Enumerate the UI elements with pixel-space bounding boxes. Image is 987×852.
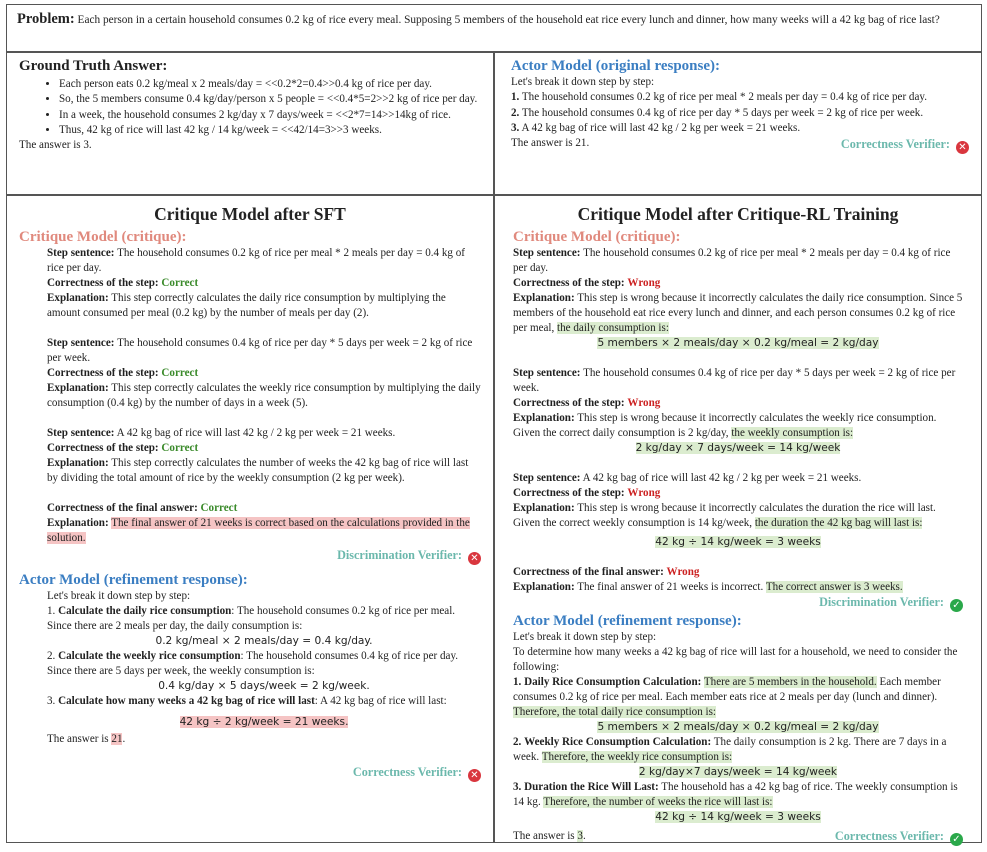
step-explanation xyxy=(47,456,481,486)
step-sentence xyxy=(47,426,481,441)
refinement-math-text: 42 kg ÷ 2 kg/week = 21 weeks. xyxy=(179,716,349,728)
step-heading: Weekly Rice Consumption Calculation: xyxy=(524,736,712,748)
problem-box xyxy=(6,4,982,52)
sft-panel xyxy=(6,195,494,843)
step-number: 3. xyxy=(513,781,522,793)
explanation-text: This step is wrong because it incorrectly calculates the duration the rice will last. Given the correct weekly consumption is 14 kg/week, xyxy=(513,502,936,529)
explanation-math-text: 42 kg ÷ 14 kg/week = 3 weeks xyxy=(655,536,821,548)
correctness-verifier xyxy=(47,763,481,782)
refinement-intro: Let's break it down step by step: xyxy=(47,590,191,602)
ground-truth-list xyxy=(47,77,481,138)
step-correctness-label: Correctness of the step: xyxy=(47,367,159,379)
step-text: The household consumes 0.2 kg of rice per meal * 2 meals per day = 0.4 kg of rice per day. xyxy=(521,91,928,104)
answer-value: 21 xyxy=(111,733,123,745)
ground-truth-item: • Each person eats 0.2 kg/meal x 2 meals/day = <<0.2*2=0.4>>0.4 kg of rice per day. xyxy=(59,77,481,92)
step-sentence xyxy=(513,246,963,276)
final-correctness-label: Correctness of the final answer: xyxy=(47,502,198,514)
explanation-math xyxy=(513,441,963,456)
step-text: The household has a 42 kg bag of rice. The weekly consumption is 14 kg. xyxy=(513,781,958,808)
step-heading: Duration the Rice Will Last: xyxy=(524,781,659,793)
explanation-label: Explanation: xyxy=(513,502,575,514)
step-heading: Calculate how many weeks a 42 kg bag of rice will last xyxy=(58,695,315,707)
check-icon: ✓ xyxy=(950,599,963,612)
explanation-label: Explanation: xyxy=(513,292,575,304)
step-highlight: There are 5 members in the household. xyxy=(703,676,877,688)
step-explanation xyxy=(513,411,963,441)
refinement-math-text: 5 members × 2 meals/day × 0.2 kg/meal = 2 kg/day xyxy=(597,721,879,733)
explanation-label: Explanation: xyxy=(513,412,575,424)
step-number: 2. xyxy=(47,650,56,662)
step-correctness-label: Correctness of the step: xyxy=(513,487,625,499)
explanation-math-text: 2 kg/day × 7 days/week = 14 kg/week xyxy=(635,442,841,454)
step-explanation xyxy=(47,381,481,411)
step-explanation xyxy=(513,291,963,336)
sft-refinement-title: Actor Model (refinement response): xyxy=(19,572,248,588)
step-correctness-label: Correctness of the step: xyxy=(47,442,159,454)
refinement-step xyxy=(513,735,963,765)
actor-original-answer: The answer is 21. xyxy=(511,137,590,150)
refinement-step xyxy=(513,780,963,810)
step-correctness-label: Correctness of the step: xyxy=(513,397,625,409)
verifier-label: Correctness Verifier: xyxy=(352,765,462,779)
cross-icon: ✕ xyxy=(956,141,969,154)
step-number: 3. xyxy=(47,695,56,707)
refinement-math: 0.4 kg/day × 5 days/week = 2 kg/week. xyxy=(158,680,370,692)
correct-label: Correct xyxy=(161,367,199,379)
rl-panel-title: Critique Model after Critique-RL Training xyxy=(577,204,899,224)
rl-panel xyxy=(494,195,982,843)
explanation-label: Explanation: xyxy=(47,382,109,394)
step-sentence-label: Step sentence: xyxy=(513,247,581,259)
refinement-step xyxy=(513,675,963,720)
step-text: A 42 kg bag of rice will last 42 kg / 2 kg per week = 21 weeks. xyxy=(521,121,801,134)
step-number: 3. xyxy=(511,121,520,134)
actor-original-step xyxy=(511,121,969,136)
refinement-intro: Let's break it down step by step: xyxy=(513,631,657,643)
explanation-label: Explanation: xyxy=(47,517,109,529)
step-text: The daily consumption is 2 kg. There are 7 days in a week. xyxy=(513,736,947,763)
step-correctness xyxy=(47,276,481,291)
actor-original-intro: Let's break it down step by step: xyxy=(511,76,655,88)
sft-critique-title: Critique Model (critique): xyxy=(19,229,187,245)
answer-prefix: The answer is xyxy=(513,830,578,842)
ground-truth-answer: The answer is 3. xyxy=(19,139,92,152)
actor-original-step xyxy=(511,90,969,105)
ground-truth-item: • So, the 5 members consume 0.4 kg/day/person x 5 people = <<0.4*5=2>>2 kg of rice per day. xyxy=(59,92,481,107)
step-sentence-text: The household consumes 0.4 kg of rice per day * 5 days per week = 2 kg of rice per week. xyxy=(47,337,473,364)
step-number: 2. xyxy=(513,736,522,748)
explanation-text: This step correctly calculates the weekly rice consumption by multiplying the daily consumption (0.4 kg) by the number of days in a week (5). xyxy=(47,382,481,409)
rl-critique-title: Critique Model (critique): xyxy=(513,229,681,245)
step-sentence xyxy=(47,336,481,366)
correct-label: Correct xyxy=(161,442,199,454)
explanation-highlight: the daily consumption is: xyxy=(557,322,669,334)
final-explanation-text: The final answer of 21 weeks is correct based on the calculations provided in the solution. xyxy=(47,517,470,544)
explanation-label: Explanation: xyxy=(47,457,109,469)
step-sentence-text: A 42 kg bag of rice will last 42 kg / 2 kg per week = 21 weeks. xyxy=(116,427,396,439)
step-number: 2. xyxy=(511,106,520,119)
wrong-label: Wrong xyxy=(627,277,661,289)
ground-truth-item: • In a week, the household consumes 2 kg/day x 7 days/week = <<2*7=14>>14kg of rice. xyxy=(59,108,481,123)
step-highlight: Therefore, the weekly rice consumption is: xyxy=(541,751,733,763)
step-explanation xyxy=(513,501,963,531)
explanation-math xyxy=(513,535,963,550)
explanation-text: This step is wrong because it incorrectly calculates the weekly rice consumption. Given the correct daily consumption is 2 kg/day, xyxy=(513,412,937,439)
final-correctness-label: Correctness of the final answer: xyxy=(513,566,664,578)
problem-label: Problem: xyxy=(17,11,75,27)
refinement-math-text: 42 kg ÷ 14 kg/week = 3 weeks xyxy=(655,811,821,823)
step-heading: Calculate the weekly rice consumption xyxy=(58,650,241,662)
step-sentence-label: Step sentence: xyxy=(513,367,581,379)
refinement-math xyxy=(47,715,481,730)
explanation-text: This step is wrong because it incorrectly calculates the daily rice consumption. Since 5 members of the household eat rice every lunch and dinner, and each person consumes 0.2 kg of rice per meal, xyxy=(513,292,963,334)
answer-suffix: . xyxy=(582,830,586,842)
refinement-step xyxy=(47,694,481,709)
actor-original-step xyxy=(511,106,969,121)
explanation-highlight: the duration the 42 kg bag will last is: xyxy=(754,517,923,529)
explanation-highlight: the weekly consumption is: xyxy=(731,427,854,439)
wrong-label: Wrong xyxy=(627,397,661,409)
step-text: : The household consumes 0.2 kg of rice per meal. Since there are 2 meals per day, the daily consumption is: xyxy=(47,605,456,632)
verifier-label: Correctness Verifier: xyxy=(834,829,944,843)
step-sentence-text: The household consumes 0.2 kg of rice per meal * 2 meals per day = 0.4 kg of rice per day. xyxy=(47,247,465,274)
step-explanation xyxy=(47,291,481,321)
step-text: : A 42 kg bag of rice will last: xyxy=(314,695,447,707)
step-sentence-label: Step sentence: xyxy=(47,247,115,259)
cross-icon: ✕ xyxy=(468,552,481,565)
step-correctness xyxy=(513,486,963,501)
answer-prefix: The answer is xyxy=(47,733,112,745)
step-correctness xyxy=(513,276,963,291)
step-sentence xyxy=(513,471,963,486)
step-correctness xyxy=(47,441,481,456)
explanation-text: This step correctly calculates the number of weeks the 42 kg bag of rice will last by dividing the total amount of rice by the weekly consumption (2 kg per week). xyxy=(47,457,469,484)
final-correctness xyxy=(47,501,481,516)
step-correctness-label: Correctness of the step: xyxy=(47,277,159,289)
refinement-answer xyxy=(47,732,481,747)
explanation-text: This step correctly calculates the daily rice consumption by multiplying the amount consumed per meal (0.2 kg) by the number of meals per day (2). xyxy=(47,292,446,319)
actor-original-box xyxy=(494,52,982,195)
wrong-label: Wrong xyxy=(666,566,700,578)
refinement-math xyxy=(513,765,963,780)
explanation-label: Explanation: xyxy=(513,581,575,593)
step-highlight: Therefore, the number of weeks the rice will last is: xyxy=(543,796,773,808)
step-correctness-label: Correctness of the step: xyxy=(513,277,625,289)
step-heading: Daily Rice Consumption Calculation: xyxy=(524,676,702,688)
step-heading: Calculate the daily rice consumption xyxy=(58,605,232,617)
ground-truth-item: • Thus, 42 kg of rice will last 42 kg / 14 kg/week = <<42/14=3>>3 weeks. xyxy=(59,123,481,138)
verifier-label: Discrimination Verifier: xyxy=(337,548,462,562)
refinement-intro-2: To determine how many weeks a 42 kg bag of rice will last for a household, we need to consider the following: xyxy=(513,646,958,673)
step-sentence-text: A 42 kg bag of rice will last 42 kg / 2 kg per week = 21 weeks. xyxy=(582,472,862,484)
discrimination-verifier xyxy=(513,593,963,612)
explanation-math xyxy=(513,336,963,351)
step-sentence-text: The household consumes 0.2 kg of rice per meal * 2 meals per day = 0.4 kg of rice per day. xyxy=(513,247,951,274)
step-sentence xyxy=(513,366,963,396)
refinement-math: 0.2 kg/meal × 2 meals/day = 0.4 kg/day. xyxy=(155,635,373,647)
verifier-label: Correctness Verifier: xyxy=(840,137,950,152)
wrong-label: Wrong xyxy=(627,487,661,499)
sft-panel-title: Critique Model after SFT xyxy=(154,204,346,224)
step-correctness xyxy=(513,396,963,411)
correct-label: Correct xyxy=(161,277,199,289)
answer-value: 3 xyxy=(577,830,583,842)
problem-text: Each person in a certain household consumes 0.2 kg of rice every meal. Supposing 5 members of the household eat rice every lunch and dinner, how many weeks will a 42 kg bag of rice last? xyxy=(77,14,940,26)
refinement-step xyxy=(47,649,481,679)
final-correctness xyxy=(513,565,963,580)
final-explanation-text: The final answer of 21 weeks is incorrect. xyxy=(577,581,766,593)
step-sentence-label: Step sentence: xyxy=(47,337,115,349)
verifier-label: Discrimination Verifier: xyxy=(819,595,944,609)
final-explanation xyxy=(47,516,481,546)
step-highlight: Therefore, the total daily rice consumption is: xyxy=(513,706,717,718)
actor-original-title: Actor Model (original response): xyxy=(511,58,720,74)
rl-refinement-title: Actor Model (refinement response): xyxy=(513,613,742,629)
step-sentence-text: The household consumes 0.4 kg of rice per day * 5 days per week = 2 kg of rice per week. xyxy=(513,367,956,394)
step-text: The household consumes 0.4 kg of rice per day * 5 days per week = 2 kg of rice per week. xyxy=(521,106,924,119)
correct-label: Correct xyxy=(200,502,238,514)
final-explanation-highlight: The correct answer is 3 weeks. xyxy=(765,581,903,593)
step-sentence-label: Step sentence: xyxy=(513,472,581,484)
refinement-math xyxy=(513,720,963,735)
ground-truth-box xyxy=(6,52,494,195)
step-number: 1. xyxy=(513,676,522,688)
cross-icon: ✕ xyxy=(468,769,481,782)
step-number: 1. xyxy=(47,605,56,617)
discrimination-verifier xyxy=(47,546,481,565)
step-number: 1. xyxy=(511,91,520,104)
ground-truth-title: Ground Truth Answer: xyxy=(19,58,168,74)
refinement-math-text: 2 kg/day×7 days/week = 14 kg/week xyxy=(638,766,838,778)
answer-suffix: . xyxy=(122,733,126,745)
explanation-label: Explanation: xyxy=(47,292,109,304)
check-icon: ✓ xyxy=(950,833,963,846)
refinement-math xyxy=(513,810,963,825)
explanation-math-text: 5 members × 2 meals/day × 0.2 kg/meal = 2 kg/day xyxy=(597,337,879,349)
step-correctness xyxy=(47,366,481,381)
step-sentence xyxy=(47,246,481,276)
step-text: : The household consumes 0.4 kg of rice per day. Since there are 5 days per week, the weekly consumption is: xyxy=(47,650,459,677)
refinement-step xyxy=(47,604,481,634)
step-sentence-label: Step sentence: xyxy=(47,427,115,439)
step-text: Each member consumes 0.2 kg of rice per meal. Each member eats rice at 2 meals per day (lunch and dinner). xyxy=(513,676,941,703)
